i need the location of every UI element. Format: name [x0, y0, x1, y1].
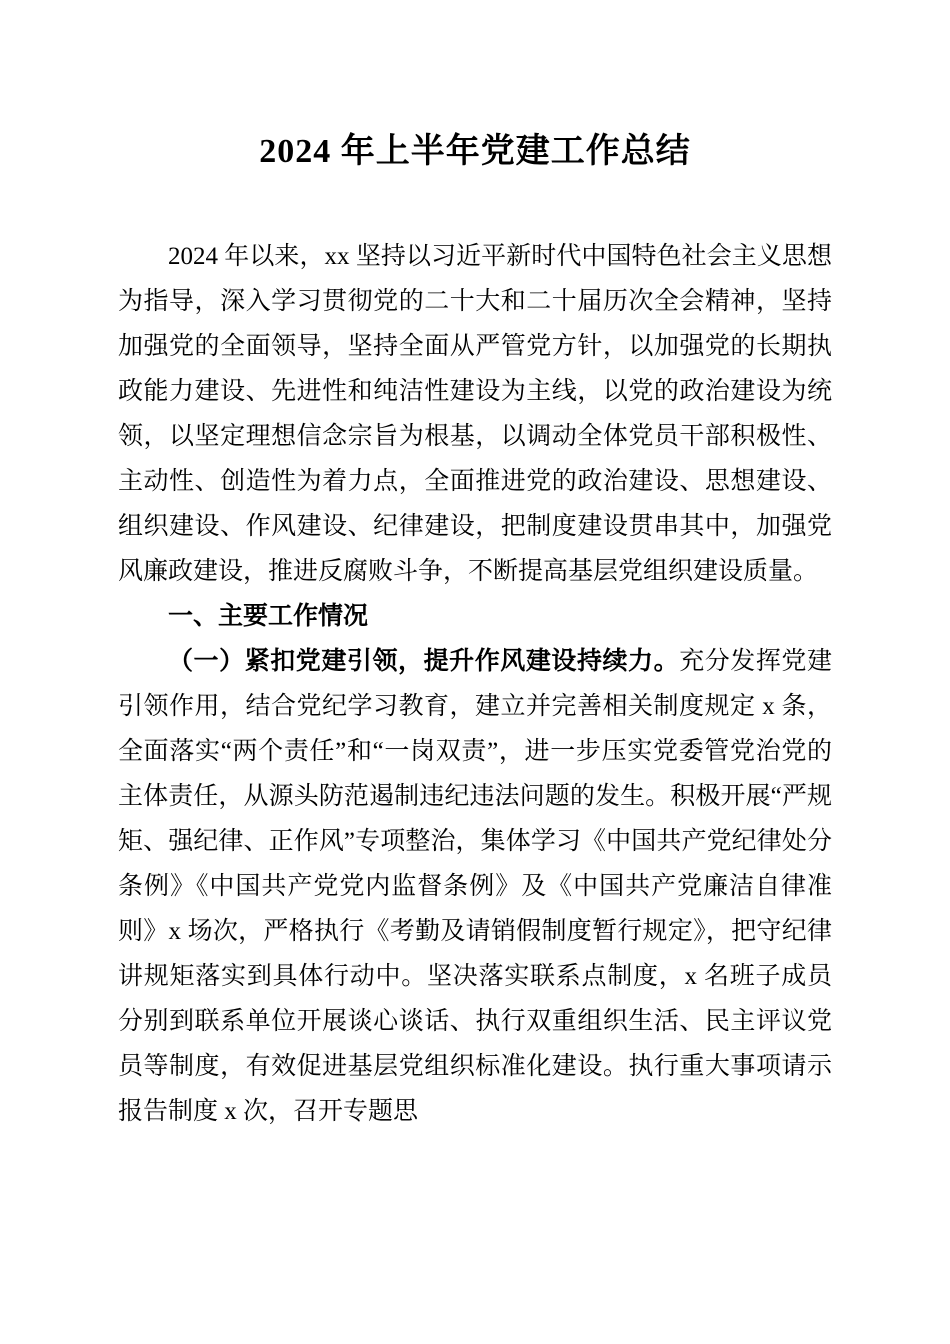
intro-paragraph: 2024 年以来，xx 坚持以习近平新时代中国特色社会主义思想为指导，深入学习贯彻党的二十大和二十届历次全会精神，坚持加强党的全面领导，坚持全面从严管党方针，以加强党的长期执政能力建设、先进性和纯洁性建设为主线，以党的政治建设为统领，以坚定理想信念宗旨为根基，以调动全体党员干部积极性、主动性、创造性为着力点，全面推进党的政治建设、思想建设、组织建设、作风建设、纪律建设，把制度建设贯串其中，加强党风廉政建设，推进反腐败斗争，不断提高基层党组织建设质量。	[118, 243, 832, 585]
section1-paragraph-body: 充分发挥党建引领作用，结合党纪学习教育，建立并完善相关制度规定 x 条，全面落实“两个责任”和“一岗双责”，进一步压实党委管党治党的主体责任，从源头防范遏制违纪违法问题的发生。积极开展“严规矩、强纪律、正作风”专项整治，集体学习《中国共产党纪律处分条例》《中国共产党党内监督条例》及《中国共产党廉洁自律准则》x 场次，严格执行《考勤及请销假制度暂行规定》，把守纪律讲规矩落实到具体行动中。坚决落实联系点制度，x 名班子成员分别到联系单位开展谈心谈话、执行双重组织生活、民主评议党员等制度，有效促进基层党组织标准化建设。执行重大事项请示报告制度 x 次，召开专题思	[118, 648, 832, 1125]
section1-paragraph	[118, 639, 832, 1134]
section1-paragraph-lead: （一）紧扣党建引领，提升作风建设持续力。	[168, 648, 680, 675]
section-heading-main-work: 一、主要工作情况	[168, 602, 369, 630]
document-title: 2024 年上半年党建工作总结	[259, 133, 691, 170]
